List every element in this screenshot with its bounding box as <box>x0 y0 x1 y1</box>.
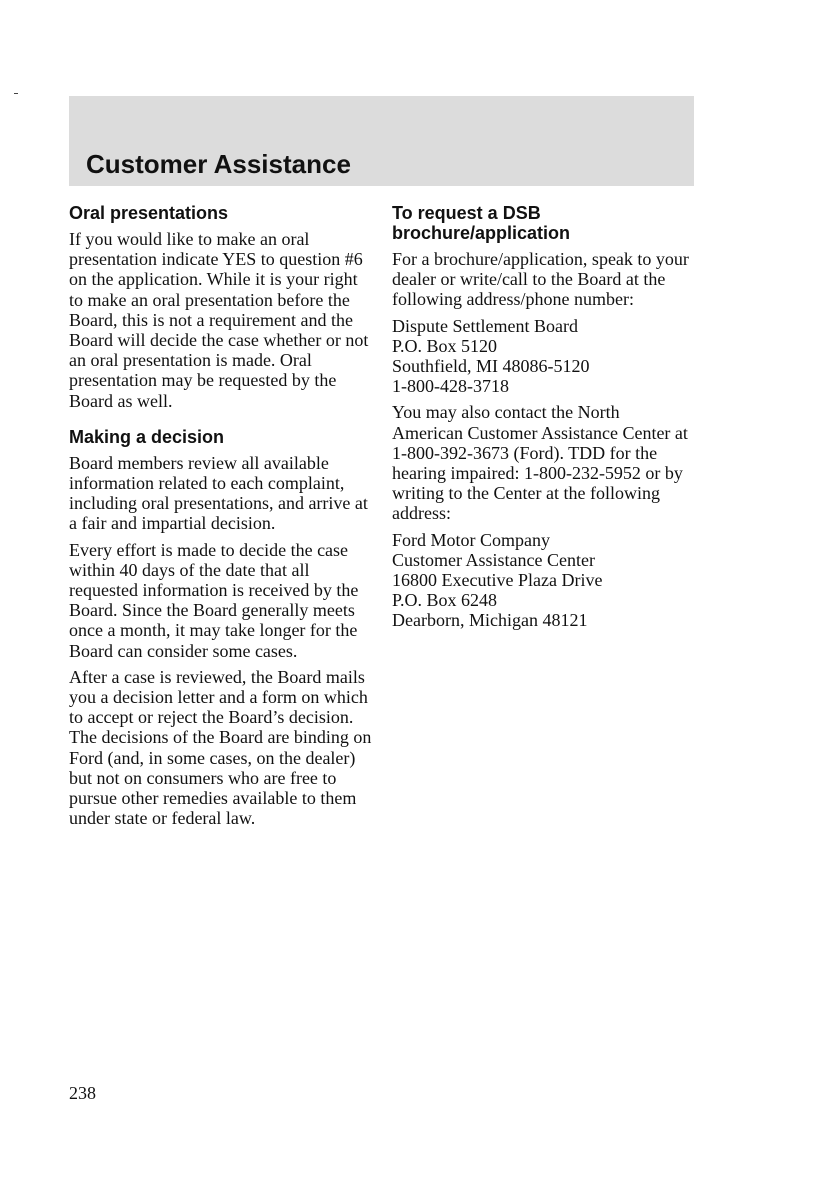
ford-address-line: P.O. Box 6248 <box>392 590 498 611</box>
decision-paragraph-2: Every effort is made to decide the case within 40 days of the date that all requested information is received by the Board. Since the Board generally meets once a month, it may take longer for the Board can consider some cases. <box>69 539 359 661</box>
section-header-band <box>69 96 694 186</box>
ford-address-line: 16800 Executive Plaza Drive <box>392 570 603 591</box>
dsb-address-line: Dispute Settlement Board <box>392 315 578 336</box>
dsb-address-line: P.O. Box 5120 <box>392 335 498 356</box>
left-column <box>69 203 374 834</box>
page-title: Customer Assistance <box>86 149 351 179</box>
dsb-request-intro: For a brochure/application, speak to your dealer or write/call to the Board at the following address/phone number: <box>392 249 689 310</box>
customer-center-contact-paragraph: You may also contact the North American Customer Assistance Center at 1-800-392-3673 (Ford). TDD for the hearing impaired: 1-800-232-5952 or by writing to the Center at the following address: <box>392 402 688 524</box>
dsb-phone-number: 1-800-428-3718 <box>392 376 509 397</box>
dsb-request-heading: To request a DSB brochure/application <box>392 203 571 243</box>
decision-paragraph-3: After a case is reviewed, the Board mails you a decision letter and a form on which to accept or reject the Board’s decision. The decisions of the Board are binding on Ford (and, in some cases, on the dealer) but not on consumers who are free to pursue other remedies available to them under state or federal law. <box>69 666 372 829</box>
ford-address-line: Customer Assistance Center <box>392 549 595 570</box>
decision-paragraph-1: Board members review all available information related to each complaint, including oral presentations, and arrive at a fair and impartial decision. <box>69 452 368 534</box>
ford-address-line: Dearborn, Michigan 48121 <box>392 610 588 631</box>
ford-address-block <box>392 530 694 631</box>
oral-presentations-paragraph: If you would like to make an oral presentation indicate YES to question #6 on the application. While it is your right to make an oral presentation before the Board, this is not a requirement and the Board will decide the case whether or not an oral presentation is made. Oral presentation may be requested by the Board as well. <box>69 229 369 411</box>
page-number: 238 <box>69 1083 96 1103</box>
ford-address-line: Ford Motor Company <box>392 529 551 550</box>
right-column <box>392 203 694 637</box>
dsb-address-line: Southfield, MI 48086-5120 <box>392 356 590 377</box>
margin-tick-mark <box>14 93 18 94</box>
making-a-decision-heading: Making a decision <box>69 426 225 447</box>
dsb-address-block <box>392 316 694 397</box>
oral-presentations-heading: Oral presentations <box>69 203 229 223</box>
